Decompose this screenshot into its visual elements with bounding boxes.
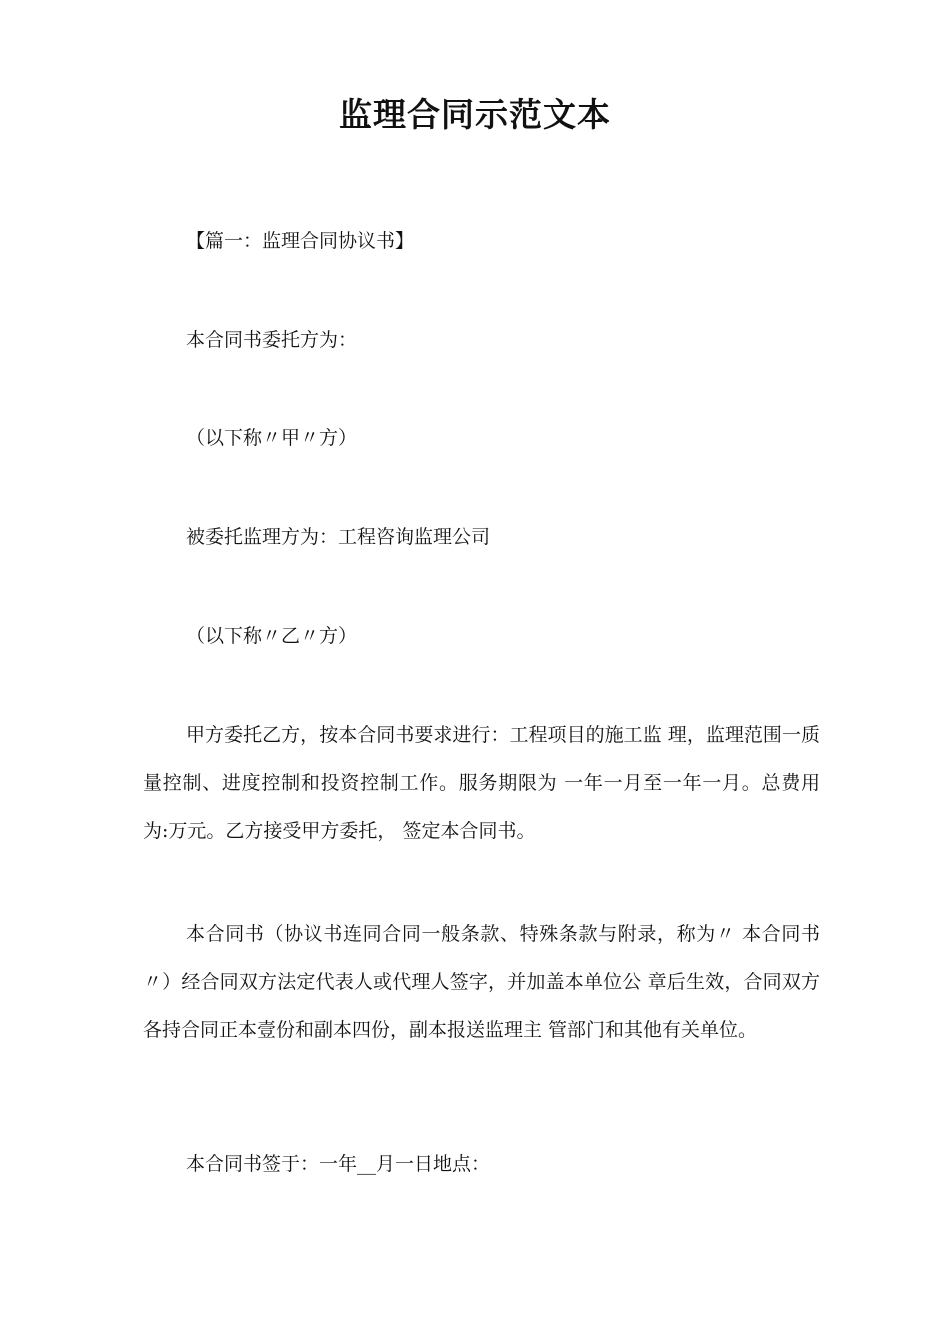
paragraph-scope: 甲方委托乙方，按本合同书要求进行：工程项目的施工监 理，监理范围一质量控制、进度控制和投资控制工作。服务期限为 一年一月至一年一月。总费用为:万元。乙方接受甲方委托， 签定本合同书。 bbox=[143, 724, 820, 842]
paragraph-contractor: 被委托监理方为：工程咨询监理公司 bbox=[186, 526, 491, 548]
paragraph-signing: 本合同书签于：一年__月一日地点： bbox=[186, 1153, 491, 1175]
section-heading: 【篇一：监理合同协议书】 bbox=[186, 230, 415, 252]
paragraph-party-a-note: （以下称〃甲〃方） bbox=[186, 427, 358, 449]
paragraph-client: 本合同书委托方为： bbox=[186, 329, 358, 351]
document-title: 监理合同示范文本 bbox=[339, 95, 611, 134]
paragraph-validity: 本合同书（协议书连同合同一般条款、特殊条款与附录，称为〃 本合同书〃）经合同双方法定代表人或代理人签字，并加盖本单位公 章后生效，合同双方各持合同正本壹份和副本四份，副本报送监理主 管部门和其他有关单位。 bbox=[143, 923, 820, 1041]
paragraph-party-b-note: （以下称〃乙〃方） bbox=[186, 625, 358, 647]
